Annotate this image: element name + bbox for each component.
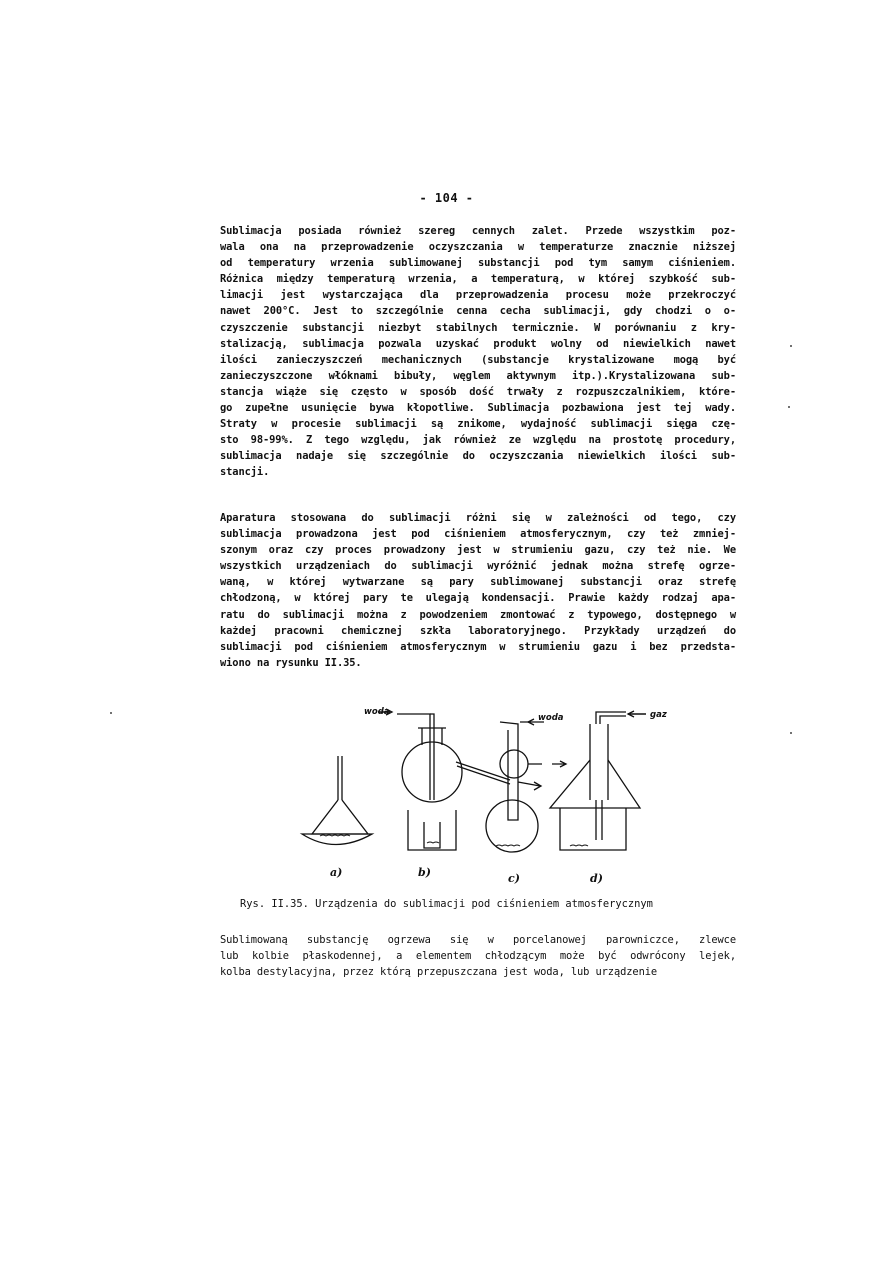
flask-bulb-c [500,750,528,778]
text-line: sublimacja prowadzona jest pod ciśnieniem atmosferycznym, czy też zmniej- [220,528,736,541]
gas-tube-d [596,712,626,724]
text-line: nawet 200°C. Jest to szczególnie cenna cecha sublimacji, gdy chodzi o o- [220,305,736,318]
figure-caption: Rys. II.35. Urządzenia do sublimacji pod ciśnieniem atmosferycznym [240,898,653,910]
substance-a [320,835,350,836]
funnel-stem-d [590,724,608,800]
text-line: sublimacji pod ciśnieniem atmosferycznym w strumieniu gazu i bez przedsta- [220,640,736,653]
text-line: stalizacją, sublimacja pozwala uzyskać produkt wolny od niewielkich nawet [220,337,736,350]
text-line: wala ona na przeprowadzenie oczyszczania w temperaturze znacznie niższej [220,241,736,254]
text-line: lub kolbie płaskodennej, a elementem chłodzącym może być odwrócony lejek, [220,950,736,963]
text-line: Sublimowaną substancję ogrzewa się w porcelanowej parowniczce, zlewce [220,934,736,946]
figure-drawing [290,700,690,890]
apparatus-b [378,709,541,850]
paragraph-sublimation-apparatus [220,510,736,671]
text-line: ratu do sublimacji można z powodzeniem zmontować z typowego, dostępnego w [220,608,736,621]
beaker-d [560,808,626,850]
text-line: ilości zanieczyszczeń mechanicznych (substancje krystalizowane mogą być [220,353,736,366]
scan-speck [110,712,112,714]
text-line: wszystkich urządzeniach do sublimacji wyróżnić jednak można strefę ogrze- [220,560,736,573]
text-line: szonym oraz czy proces prowadzony jest w strumieniu gazu, czy też nie. We [220,544,736,557]
text-line: każdej pracowni chemicznej szkła laboratoryjnego. Przykłady urządzeń do [220,624,736,637]
text-line: go zupełne usunięcie bywa kłopotliwe. Sublimacja pozbawiona jest tej wady. [220,402,736,415]
text-line: stancja wiąże się często w sposób dość trwały z rozpuszczalnikiem, które- [220,385,736,398]
label-gas-d: gaz [650,710,667,720]
scan-speck [790,732,792,734]
round-flask-b [402,742,462,802]
label-b: b) [418,866,431,879]
text-line: sublimacja nadaje się szczególnie do oczyszczania niewielkich ilości sub- [220,450,736,463]
substance-d [570,845,588,846]
inner-dish-b [424,822,440,848]
text-line: Sublimacja posiada również szereg cennych zalet. Przede wszystkim poz- [220,225,736,237]
text-line: sto 98-99%. Z tego względu, jak również ze względu na prostotę procedury, [220,434,736,447]
cold-finger-c [500,722,518,820]
text-line: od temperatury wrzenia sublimowanej substancji pod tym samym ciśnieniem. [220,257,736,270]
text-line: zanieczyszczone włóknami bibuły, węglem aktywnym itp.).Krystalizowana sub- [220,369,736,382]
apparatus-c [486,719,566,852]
paragraph-sublimation-advantages [220,223,736,481]
round-flask-c [486,800,538,852]
apparatus-d [550,711,646,850]
text-line: waną, w której wytwarzane są pary sublimowanej substancji oraz strefę [220,576,736,589]
label-water-b: woda [364,707,390,717]
text-line: wiono na rysunku II.35. [220,656,362,669]
funnel-cone-a [312,800,368,834]
text-line: kolba destylacyjna, przez którą przepuszczana jest woda, lub urządzenie [220,966,658,979]
water-tube-b [397,714,430,800]
paragraph-heating [220,932,736,980]
label-a: a) [330,866,343,879]
inner-tube-d [596,800,602,840]
substance-c [496,845,520,846]
funnel-cone-d [550,760,640,808]
text-line: chłodzoną, w której pary te ulegają kondensacji. Prawie każdy rodzaj apa- [220,592,736,605]
text-line: limacji jest wystarczająca dla przeprowadzenia procesu może przekroczyć [220,289,736,302]
figure-sublimation-apparatus [290,700,690,890]
scan-speck [790,345,792,347]
apparatus-a [302,756,372,845]
text-line: Aparatura stosowana do sublimacji różni się w zależności od tego, czy [220,512,736,524]
text-line: Różnica między temperaturą wrzenia, a temperaturą, w której szybkość sub- [220,273,736,286]
funnel-stem-a [338,756,342,800]
text-line: czyszczenie substancji niezbyt stabilnych termicznie. W porównaniu z kry- [220,321,736,334]
text-line: Straty w procesie sublimacji są znikome, wydajność sublimacji sięga czę- [220,418,736,431]
label-c: c) [508,872,520,885]
substance-b [427,842,439,843]
side-arm-b [456,762,510,784]
scan-speck [788,406,790,408]
label-water-c: woda [538,713,564,723]
page-number: - 104 - [419,191,474,205]
text-line: stancji. [220,466,270,479]
label-d: d) [590,872,603,885]
beaker-b [408,810,456,850]
